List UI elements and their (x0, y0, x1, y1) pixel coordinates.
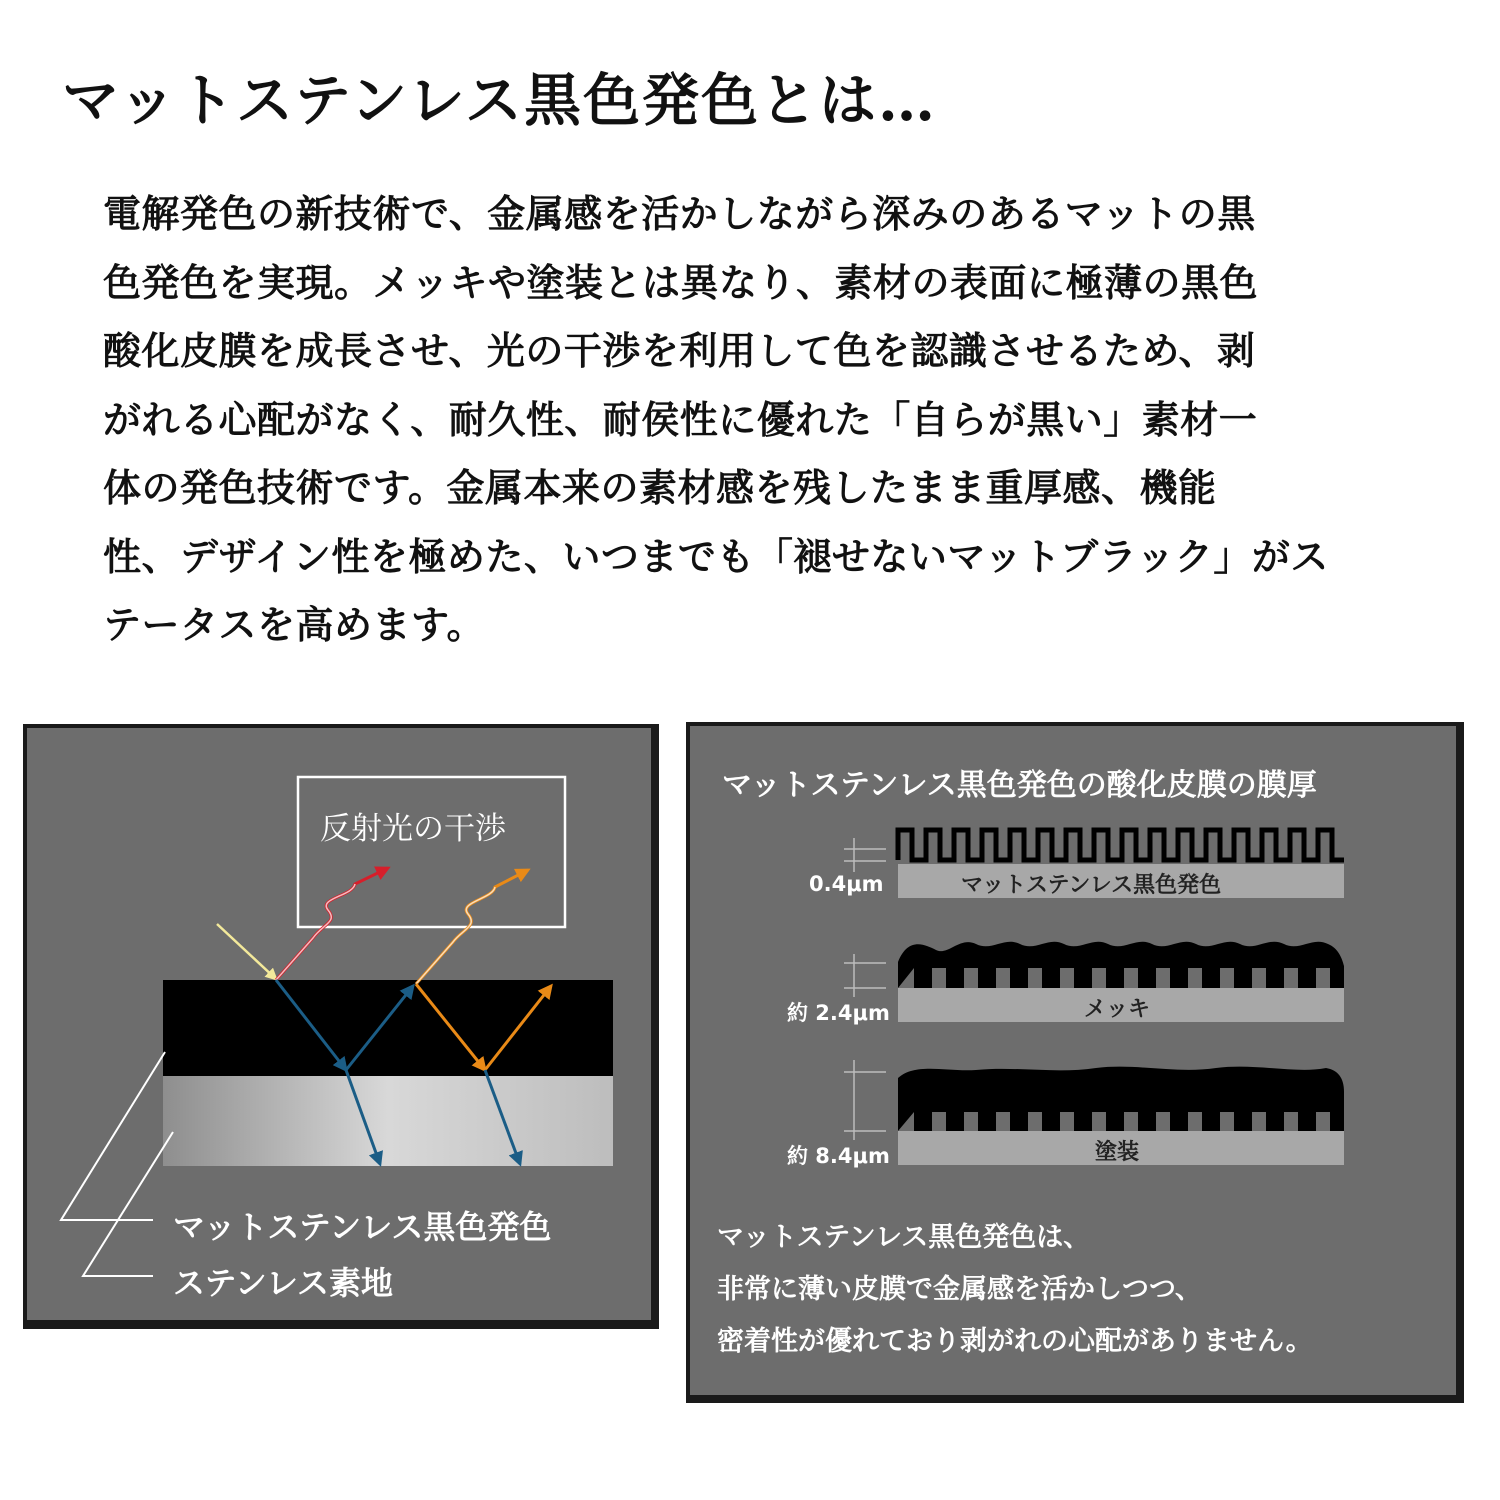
caption-line: 非常に薄い皮膜で金属感を活かしつつ、 (717, 1274, 1202, 1305)
light-interference-diagram (23, 724, 659, 1329)
description-line: 酸化皮膜を成長させ、光の干渉を利用して色を認識させるため、剥 (103, 328, 1256, 373)
thickness-value: 約 2.4μm (787, 1001, 890, 1025)
layer-label-base: ステンレス素地 (173, 1264, 394, 1302)
layer-label-oxide: マットステンレス黒色発色 (173, 1208, 552, 1246)
description-line: がれる心配がなく、耐久性、耐侯性に優れた「自らが黒い」素材一 (103, 396, 1258, 442)
caption (717, 1212, 1313, 1368)
caption-line: マットステンレス黒色発色は、 (717, 1222, 1091, 1253)
film-thickness-diagram (686, 722, 1464, 1403)
row-label: メッキ (1084, 997, 1151, 1022)
row-label: 塗装 (1095, 1140, 1140, 1165)
thickness-value: 0.4μm (809, 872, 884, 896)
row-label: マットステンレス黒色発色 (961, 873, 1222, 898)
description-line: 体の発色技術です。金属本来の素材感を残したまま重厚感、機能 (103, 465, 1217, 510)
interference-label: 反射光の干渉 (320, 811, 506, 847)
description-line: 性、デザイン性を極めた、いつまでも「褪せないマットブラック」がス (103, 533, 1329, 579)
description-line: 色発色を実現。メッキや塗装とは異なり、素材の表面に極薄の黒色 (103, 259, 1259, 305)
thickness-value: 約 8.4μm (787, 1144, 890, 1168)
stainless-base-layer (163, 1076, 613, 1166)
description-line: 電解発色の新技術で、金属感を活かしながら深みのあるマットの黒 (103, 191, 1256, 236)
description-text (103, 180, 1403, 660)
thickness-title: マットステンレス黒色発色の酸化皮膜の膜厚 (722, 768, 1317, 803)
caption-line: 密着性が優れており剥がれの心配がありません。 (717, 1326, 1313, 1357)
page-title: マットステンレス黒色発色とは… (62, 67, 938, 134)
description-line: テータスを高めます。 (103, 602, 485, 647)
